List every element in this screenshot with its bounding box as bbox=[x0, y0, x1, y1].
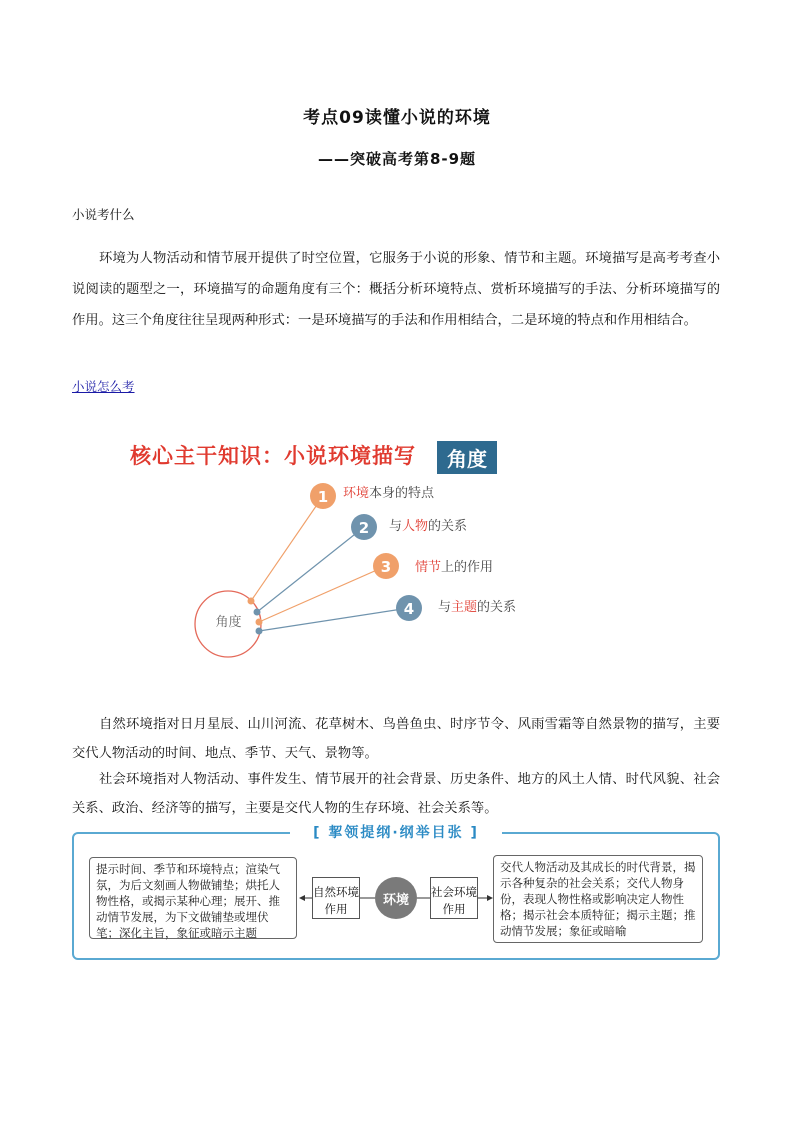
angle-label-4: 与主题的关系 bbox=[438, 600, 517, 615]
arrow-left-icon bbox=[299, 895, 305, 901]
social-function-box: 交代人物活动及其成长的时代背景，揭示各种复杂的社会关系；交代人物身份，表现人物性格或影响决定人物性格；揭示社会本质特征；揭示主题；推动情节发展；象征或暗喻 bbox=[493, 855, 703, 943]
frame-title: [ 挈领提纲·纲举目张 ] bbox=[290, 820, 502, 844]
natural-function-label: 自然环境作用 bbox=[312, 877, 360, 919]
diagram-badge: 角度 bbox=[437, 441, 497, 474]
page-title: 考点09读懂小说的环境 bbox=[303, 108, 491, 128]
angle-label-3: 情节上的作用 bbox=[415, 560, 494, 575]
number-4: 4 bbox=[403, 600, 415, 618]
angle-label-2: 与人物的关系 bbox=[389, 519, 468, 534]
intro-paragraph: 环境为人物活动和情节展开提供了时空位置，它服务于小说的形象、情节和主题。环境描写是高考考查小说阅读的题型之一，环境描写的命题角度有三个：概括分析环境特点、赏析环境描写的手法、分析环境描写的作用。这三个角度往往呈现两种形式：一是环境描写的手法和作用相结合，二是环境的特点和作用相结合。 bbox=[72, 251, 720, 328]
angle-label-1: 环境本身的特点 bbox=[343, 486, 435, 501]
number-1: 1 bbox=[317, 488, 329, 506]
section-link-how[interactable]: 小说怎么考 bbox=[72, 379, 135, 394]
social-environment-paragraph: 社会环境指对人物活动、事件发生、情节展开的社会背景、历史条件、地方的风土人情、时代风貌、社会关系、政治、经济等的描写，主要是交代人物的生存环境、社会关系等。 bbox=[72, 772, 720, 816]
page-subtitle: ——突破高考第8-9题 bbox=[317, 150, 477, 168]
social-function-label: 社会环境作用 bbox=[430, 877, 478, 919]
diagram-title: 核心主干知识：小说环境描写 bbox=[130, 444, 416, 468]
natural-function-box: 提示时间、季节和环境特点；渲染气氛，为后文刻画人物做铺垫；烘托人物性格，或揭示某种心理；展开、推动情节发展，为下文做铺垫或埋伏笔；深化主旨，象征或暗示主题 bbox=[89, 857, 297, 939]
number-2: 2 bbox=[358, 519, 370, 537]
center-label: 角度 bbox=[215, 615, 242, 630]
number-3: 3 bbox=[380, 558, 392, 576]
section-heading-what: 小说考什么 bbox=[72, 207, 135, 222]
natural-environment-paragraph: 自然环境指对日月星辰、山川河流、花草树木、鸟兽鱼虫、时序节令、风雨雪霜等自然景物的描写，主要交代人物活动的时间、地点、季节、天气、景物等。 bbox=[72, 717, 720, 761]
environment-circle: 环境 bbox=[375, 877, 417, 919]
